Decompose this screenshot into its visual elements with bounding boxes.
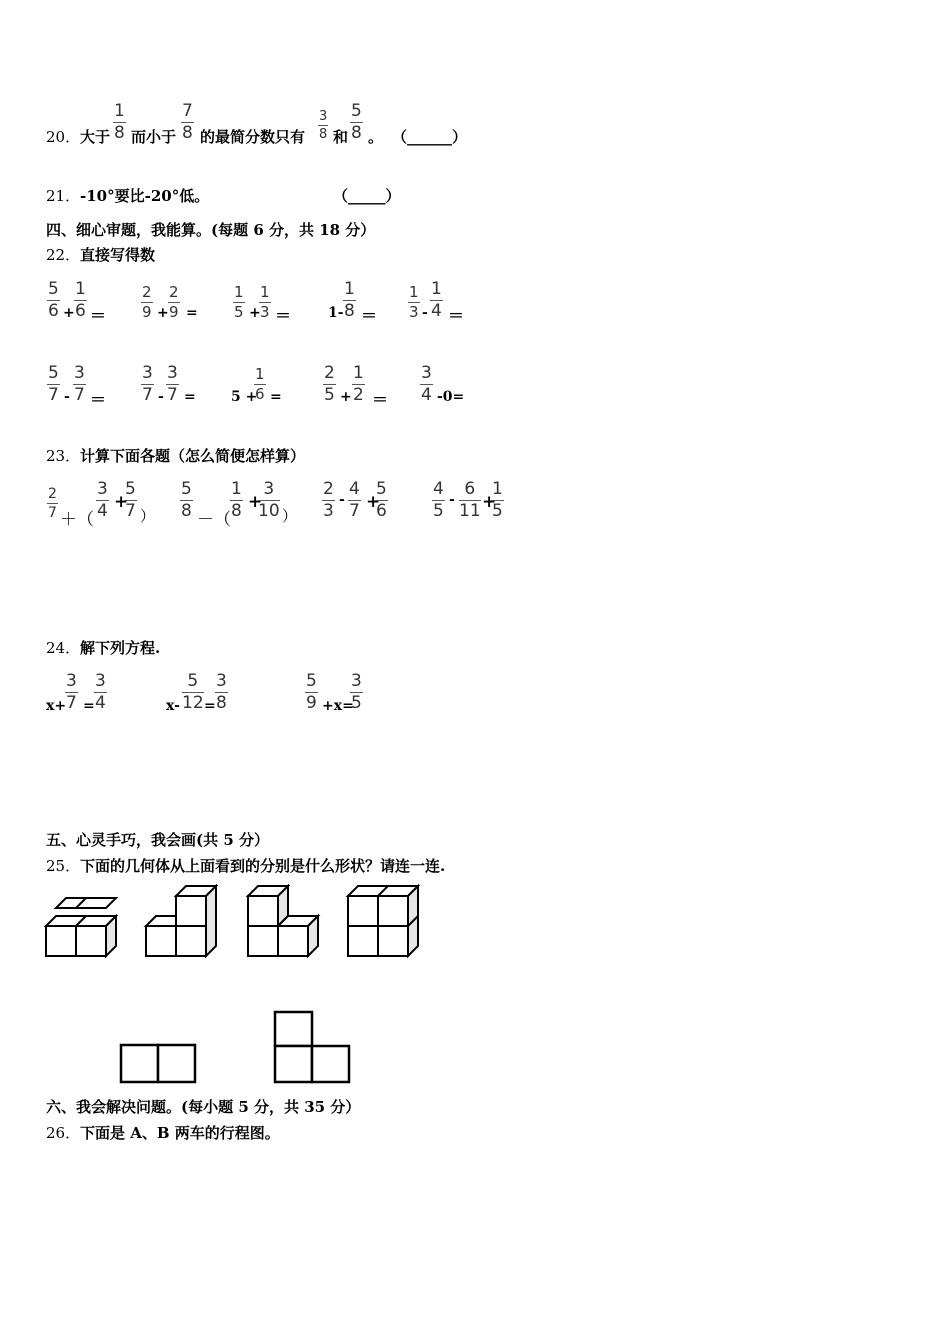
top-view-2 bbox=[275, 1012, 349, 1082]
q20-and: 和 bbox=[333, 128, 349, 146]
operator: - bbox=[339, 492, 345, 508]
q26-number: 26． bbox=[46, 1124, 81, 1142]
fraction: 1 3 bbox=[409, 283, 419, 321]
fraction: 1 8 bbox=[344, 279, 355, 321]
equals: ＝ bbox=[275, 306, 292, 325]
fraction: 3 4 bbox=[95, 671, 106, 713]
section-5-heading: 五、心灵手巧，我会画(共 5 分） bbox=[46, 831, 269, 849]
section-4-heading: 四、细心审题，我能算。(每题 6 分，共 18 分） bbox=[46, 221, 376, 239]
top-view-1-figure bbox=[118, 1042, 200, 1086]
q20-number: 20． bbox=[46, 128, 81, 146]
operator: ＋（ bbox=[60, 510, 94, 530]
fraction: 3 4 bbox=[97, 479, 108, 521]
q26-text: 下面是 A、B 两车的行程图。 bbox=[80, 1124, 280, 1142]
q23-title: 计算下面各题（怎么简便怎样算） bbox=[80, 447, 306, 465]
fraction: 3 7 bbox=[74, 363, 85, 405]
q24-number: 24． bbox=[46, 639, 81, 657]
expression-suffix: -0= bbox=[437, 389, 465, 405]
operator: - bbox=[158, 389, 164, 405]
q25-text: 下面的几何体从上面看到的分别是什么形状？请连一连. bbox=[80, 857, 446, 875]
q20-mid2: 的最简分数只有 bbox=[200, 128, 306, 146]
equals: ＝ bbox=[90, 306, 107, 325]
solid-4-figure bbox=[342, 880, 432, 960]
fraction: 3 7 bbox=[167, 363, 178, 405]
fraction: 3 4 bbox=[421, 363, 432, 405]
fraction: 1 8 bbox=[231, 479, 242, 521]
fraction: 5 7 bbox=[125, 479, 136, 521]
fraction: 5 6 bbox=[48, 279, 59, 321]
solid-3 bbox=[248, 886, 318, 956]
equals: = bbox=[204, 698, 216, 714]
q20-mid1: 而小于 bbox=[131, 128, 177, 146]
close-paren: ） bbox=[140, 507, 156, 525]
fraction: 1 4 bbox=[431, 279, 442, 321]
fraction: 5 6 bbox=[376, 479, 387, 521]
q21-number: 21． bbox=[46, 187, 81, 205]
fraction: 1 5 bbox=[492, 479, 503, 521]
expression-middle: +x= bbox=[322, 698, 354, 714]
equals: ＝ bbox=[372, 390, 389, 409]
operator: + bbox=[114, 492, 129, 512]
fraction: 5 12 bbox=[182, 671, 204, 713]
operator: - bbox=[64, 389, 70, 405]
fraction: 3 5 bbox=[351, 671, 362, 713]
top-view-1 bbox=[121, 1045, 195, 1082]
operator: + bbox=[249, 305, 261, 321]
fraction: 2 9 bbox=[169, 283, 179, 321]
fraction: 3 8 bbox=[216, 671, 227, 713]
answer-blank[interactable]: （______） bbox=[392, 128, 468, 146]
fraction: 2 5 bbox=[324, 363, 335, 405]
fraction: 7 8 bbox=[182, 101, 193, 143]
fraction: 3 10 bbox=[258, 479, 280, 521]
expression-prefix: 1- bbox=[328, 305, 344, 321]
expression-prefix: 5 + bbox=[231, 389, 258, 405]
equals: = bbox=[186, 305, 198, 321]
solid-2 bbox=[146, 886, 216, 956]
q25-number: 25． bbox=[46, 857, 81, 875]
fraction: 5 7 bbox=[48, 363, 59, 405]
close-paren: ） bbox=[282, 507, 298, 525]
section-6-heading: 六、我会解决问题。(每小题 5 分，共 35 分） bbox=[46, 1098, 361, 1116]
equals: ＝ bbox=[448, 306, 465, 325]
q20-post: 。 bbox=[368, 128, 384, 146]
expression-prefix: x+ bbox=[46, 698, 67, 714]
solid-3-figure bbox=[242, 880, 332, 960]
fraction: 2 9 bbox=[142, 283, 152, 321]
fraction: 1 8 bbox=[114, 101, 125, 143]
operator: - bbox=[449, 492, 455, 508]
fraction: 1 6 bbox=[255, 365, 265, 403]
operator: + bbox=[366, 492, 381, 512]
fraction: 2 3 bbox=[323, 479, 334, 521]
operator: - bbox=[422, 305, 428, 321]
fraction: 5 8 bbox=[181, 479, 192, 521]
fraction: 3 7 bbox=[66, 671, 77, 713]
fraction: 5 9 bbox=[306, 671, 317, 713]
q22-number: 22． bbox=[46, 246, 81, 264]
operator: + bbox=[157, 305, 169, 321]
q21-text: -10°要比-20°低。 bbox=[80, 187, 210, 205]
solid-2-figure bbox=[140, 880, 230, 960]
equals: = bbox=[184, 389, 196, 405]
fraction: 6 11 bbox=[459, 479, 481, 521]
fraction: 1 6 bbox=[75, 279, 86, 321]
equals: ＝ bbox=[361, 306, 378, 325]
operator: + bbox=[63, 305, 75, 321]
fraction: 3 8 bbox=[319, 109, 328, 142]
fraction: 3 7 bbox=[142, 363, 153, 405]
q23-number: 23． bbox=[46, 447, 81, 465]
solid-1 bbox=[46, 898, 116, 956]
solid-4 bbox=[348, 886, 418, 956]
answer-blank[interactable]: （_____） bbox=[333, 187, 401, 205]
equals: = bbox=[83, 698, 95, 714]
fraction: 4 7 bbox=[349, 479, 360, 521]
expression-prefix: x- bbox=[166, 698, 180, 714]
operator: + bbox=[248, 492, 263, 512]
fraction: 1 5 bbox=[234, 283, 244, 321]
equals: ＝ bbox=[90, 390, 107, 409]
fraction: 1 2 bbox=[353, 363, 364, 405]
operator: + bbox=[340, 389, 352, 405]
operator: －（ bbox=[197, 510, 231, 530]
solid-1-figure bbox=[40, 880, 130, 960]
top-view-2-figure bbox=[272, 1009, 354, 1087]
fraction: 4 5 bbox=[433, 479, 444, 521]
fraction: 5 8 bbox=[351, 101, 362, 143]
q24-title: 解下列方程. bbox=[80, 639, 161, 657]
q20-pre: 大于 bbox=[80, 128, 111, 146]
operator: + bbox=[482, 492, 497, 512]
q22-title: 直接写得数 bbox=[80, 246, 156, 264]
fraction: 1 3 bbox=[260, 283, 270, 321]
equals: = bbox=[270, 389, 282, 405]
fraction: 2 7 bbox=[48, 486, 57, 521]
